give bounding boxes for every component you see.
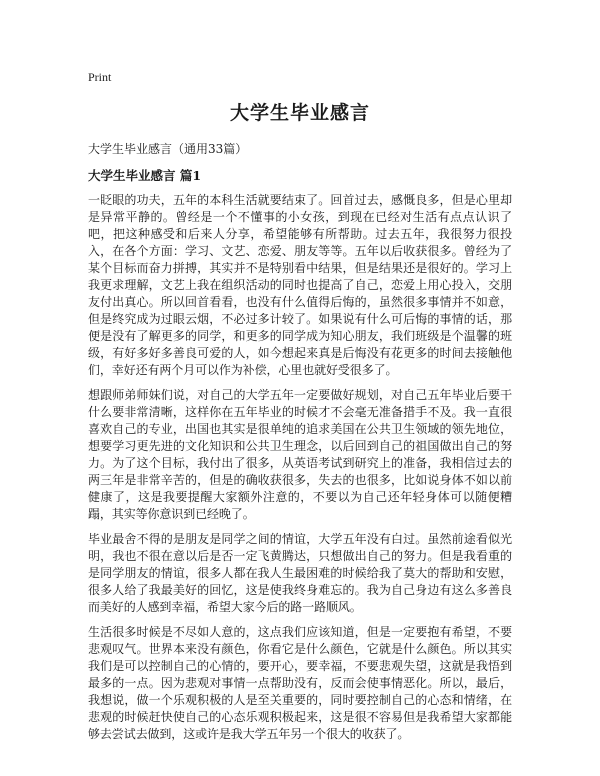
section-heading: 大学生毕业感言 篇1 (88, 168, 202, 183)
paragraph-3: 毕业最舍不得的是朋友是同学之间的情谊，大学五年没有白过。虽然前途看似光明，我也不很在意以后是否一定飞黄腾达，只想做出自己的努力。但是我看重的是同学朋友的情谊，很多人都在我人生最困难的时候给我了莫大的帮助和安慰，很多人给了我最美好的回忆，这是使我终身难忘的。我为自己身边有这么多善良而美好的人感到幸福，希望大家今后的路一路顺风。 (88, 532, 512, 614)
print-link[interactable]: Print (88, 70, 112, 84)
document-subtitle: 大学生毕业感言（通用33篇） (88, 142, 248, 156)
paragraph-1: 一眨眼的功夫，五年的本科生活就要结束了。回首过去，感慨良多，但是心里却是异常平静的。曾经是一个不懂事的小女孩，到现在已经对生活有点点认识了吧，把这种感受和后来人分享，希望能够有所帮助。过去五年，我很努力很投入，在各个方面：学习、文艺、恋爱、朋友等等。五年以后收获很多。曾经为了某个目标而奋力拼搏，其实并不是特别看中结果，但是结果还是很好的。学习上我更求理解，文艺上我在组织活动的同时也提高了自己，恋爱上用心投入，交朋友付出真心。所以回首看看，也没有什么值得后悔的，虽然很多事情并不如意，但是终究成为过眼云烟，不必过多计较了。如果说有什么可后悔的事情的话，那便是没有了解更多的同学，和更多的同学成为知心朋友，我们班级是个温馨的班级，有好多好多善良可爱的人，如今想起来真是后悔没有花更多的时间去接触他们，幸好还有两个月可以作为补偿，心里也就好受很多了。 (88, 193, 512, 377)
page-title: 大学生毕业感言 (229, 102, 370, 124)
paragraph-4: 生活很多时候是不尽如人意的，这点我们应该知道，但是一定要抱有希望，不要悲观叹气。世界本来没有颜色，你看它是什么颜色，它就是什么颜色。所以其实我们是可以控制自己的心情的，要开心，要幸福，不要悲观失望，这就是我悟到最多的一点。因为悲观对事情一点帮助没有，反而会使事情恶化。所以，最后，我想说，做一个乐观积极的人是至关重要的，同时要控制自己的心态和情绪，在悲观的时候赶快使自己的心态乐观积极起来，这是很不容易但是我希望大家都能够去尝试去做到，这或许是我大学五年另一个很大的收获了。 (88, 625, 512, 741)
paragraph-2: 想跟师弟师妹们说，对自己的大学五年一定要做好规划，对自己五年毕业后要干什么要非常清晰，这样你在五年毕业的时候才不会毫无准备措手不及。我一直很喜欢自己的专业，出国也其实是很单纯的追求美国在公共卫生领域的领先地位，想要学习更先进的文化知识和公共卫生理念，以后回到自己的祖国做出自己的努力。为了这个目标，我付出了很多，从英语考试到研究上的准备，我相信过去的两三年是非常辛苦的，但是的确收获很多，失去的也很多，比如说身体不如以前健康了，这是我要提醒大家额外注意的，不要以为自己还年轻身体可以随便糟蹋，其实等你意识到已经晚了。 (88, 388, 512, 521)
